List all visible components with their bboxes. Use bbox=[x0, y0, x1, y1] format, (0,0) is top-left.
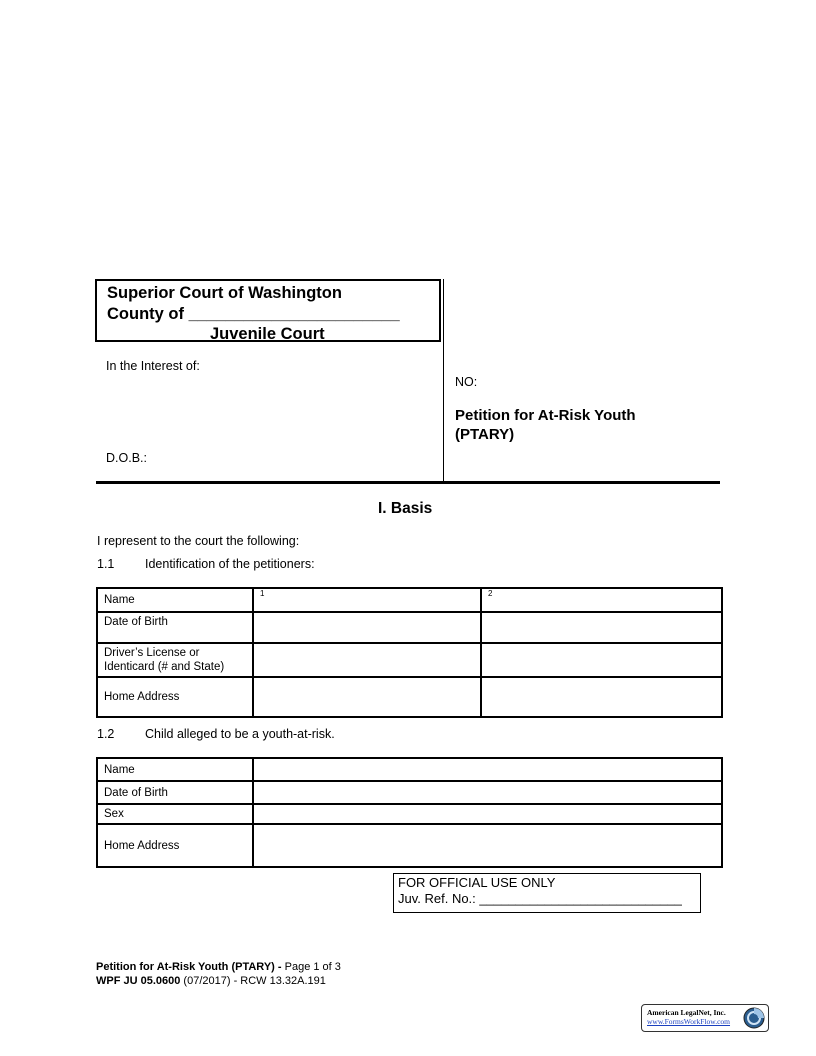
row-label: Date of Birth bbox=[97, 781, 253, 804]
child-table bbox=[96, 757, 723, 868]
child-sex-cell[interactable] bbox=[253, 804, 722, 824]
child-name-cell[interactable] bbox=[253, 758, 722, 781]
footer-form-meta: (07/2017) - RCW 13.32A.191 bbox=[180, 974, 326, 987]
item-1-1-number: 1.1 bbox=[97, 557, 115, 571]
american-legalnet-logo[interactable] bbox=[641, 1004, 769, 1032]
juv-ref-number-line: Juv. Ref. No.: ____________________________ bbox=[398, 891, 682, 906]
dob-label: D.O.B.: bbox=[106, 451, 147, 465]
logo-url[interactable]: www.FormsWorkFlow.com bbox=[647, 1017, 731, 1026]
row-label: Driver’s License or Identicard (# and State) bbox=[97, 643, 253, 677]
footer-form-title: Petition for At-Risk Youth (PTARY) - bbox=[96, 961, 282, 973]
juvenile-court-label: Juvenile Court bbox=[210, 325, 325, 343]
petitioner-1-dob-cell[interactable] bbox=[253, 612, 481, 643]
form-title bbox=[455, 406, 636, 444]
footer-line2 bbox=[96, 975, 341, 989]
footer-page-number: Page 1 of 3 bbox=[281, 961, 341, 973]
petitioner-2-address-cell[interactable] bbox=[481, 677, 722, 717]
table-row bbox=[97, 758, 722, 781]
table-row bbox=[97, 677, 722, 717]
form-title-line1: Petition for At-Risk Youth bbox=[455, 407, 636, 424]
table-row bbox=[97, 781, 722, 804]
table-row bbox=[97, 588, 722, 612]
court-name: Superior Court of Washington bbox=[107, 284, 342, 302]
row-label: Name bbox=[97, 758, 253, 781]
section-heading: I. Basis bbox=[378, 500, 433, 517]
petitioner-2-name-cell[interactable] bbox=[481, 588, 722, 612]
form-title-line2: (PTARY) bbox=[455, 426, 515, 443]
footer-line1 bbox=[96, 961, 341, 975]
table-row bbox=[97, 612, 722, 643]
child-dob-cell[interactable] bbox=[253, 781, 722, 804]
petitioner-1-name-cell[interactable] bbox=[253, 588, 481, 612]
petitioners-table bbox=[96, 587, 723, 718]
case-number-label: NO: bbox=[455, 375, 478, 389]
row-label: Home Address bbox=[97, 824, 253, 867]
table-row bbox=[97, 643, 722, 677]
court-caption-box bbox=[95, 279, 441, 342]
petitioner-2-license-cell[interactable] bbox=[481, 643, 722, 677]
official-use-heading: FOR OFFICIAL USE ONLY bbox=[398, 875, 556, 890]
table-row bbox=[97, 824, 722, 867]
official-use-box bbox=[393, 873, 701, 913]
column-marker-1: 1 bbox=[260, 589, 265, 598]
row-label: Home Address bbox=[97, 677, 253, 717]
page-footer bbox=[96, 961, 341, 988]
globe-icon bbox=[743, 1007, 765, 1029]
child-address-cell[interactable] bbox=[253, 824, 722, 867]
petitioner-2-dob-cell[interactable] bbox=[481, 612, 722, 643]
column-marker-2: 2 bbox=[488, 589, 493, 598]
caption-bottom-rule bbox=[96, 481, 720, 484]
intro-text: I represent to the court the following: bbox=[97, 534, 300, 548]
item-1-2-text: Child alleged to be a youth-at-risk. bbox=[145, 727, 335, 741]
county-line: County of _______________________ bbox=[107, 304, 400, 323]
item-1-1-text: Identification of the petitioners: bbox=[145, 557, 315, 571]
logo-company-name: American LegalNet, Inc. bbox=[647, 1008, 726, 1017]
caption-divider bbox=[443, 279, 444, 481]
in-interest-label: In the Interest of: bbox=[106, 359, 200, 373]
row-label: Sex bbox=[97, 804, 253, 824]
row-label: Date of Birth bbox=[97, 612, 253, 643]
table-row bbox=[97, 804, 722, 824]
footer-form-code: WPF JU 05.0600 bbox=[96, 974, 181, 987]
row-label: Name bbox=[97, 588, 253, 612]
item-1-2-number: 1.2 bbox=[97, 727, 115, 741]
petitioner-1-license-cell[interactable] bbox=[253, 643, 481, 677]
petitioner-1-address-cell[interactable] bbox=[253, 677, 481, 717]
